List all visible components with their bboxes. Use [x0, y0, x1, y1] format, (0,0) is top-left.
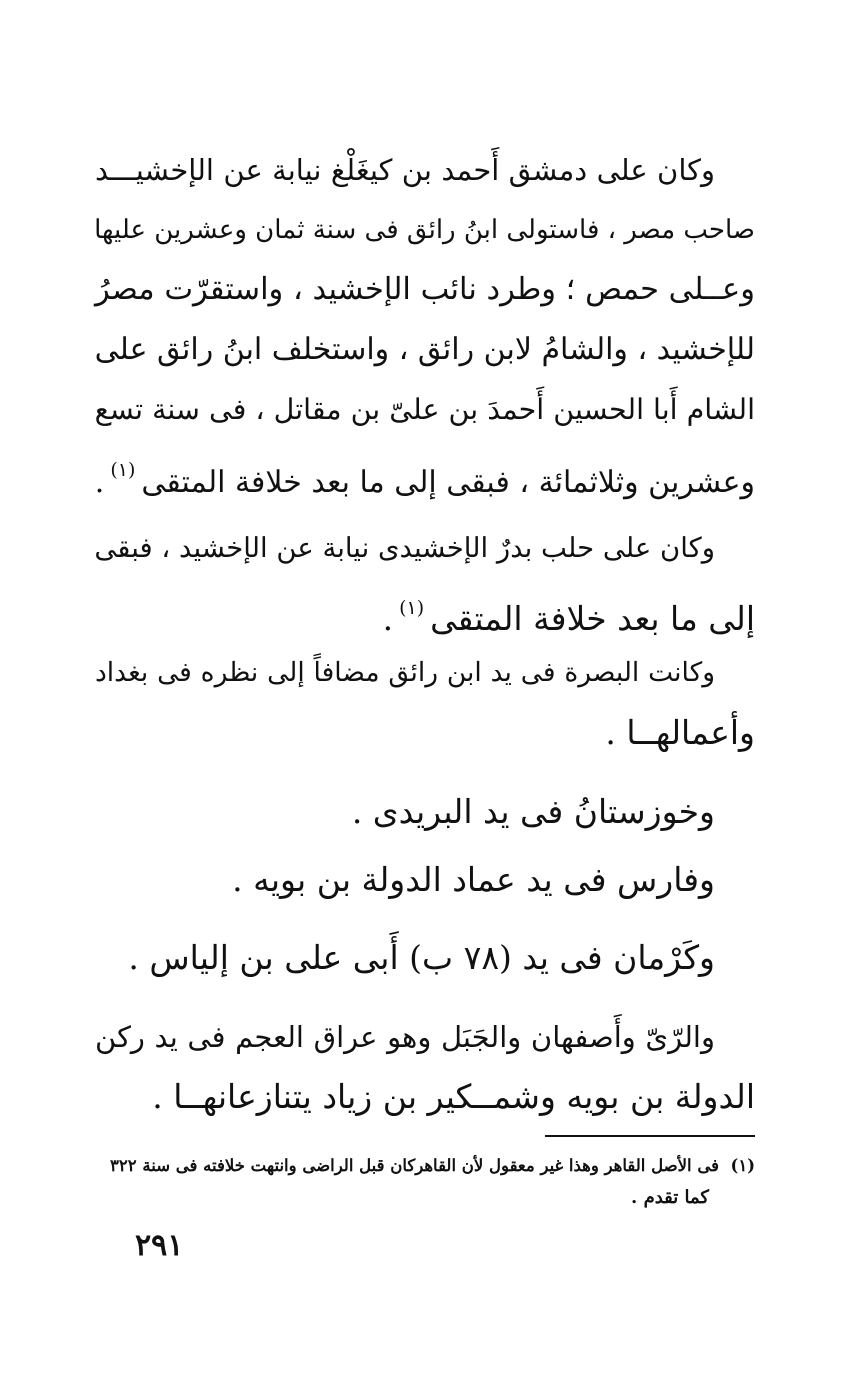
- text-line: الدولة بن بويه وشمــكير بن زياد يتنازعانهــا .: [152, 1077, 755, 1116]
- text-line: وكانت البصرة فى يد ابن رائق مضافاً إلى نظره فى بغداد: [95, 657, 715, 688]
- footnote-text: فى الأصل القاهر وهذا غير معقول لأن القاهركان قبل الراضى وانتهت خلافته فى سنة ٣٢٢: [110, 1156, 719, 1175]
- footnote-line: كما تقدم .: [631, 1187, 709, 1208]
- text-line-content: إلى ما بعد خلافة المتقى: [430, 599, 755, 638]
- sentence-end-mark: .: [94, 465, 105, 500]
- paragraph-aleppo: [95, 518, 755, 649]
- footnote-reference: (١): [110, 459, 136, 481]
- text-line-content: وعشرين وثلاثمائة ، فبقى إلى ما بعد خلافة المتقى: [141, 465, 755, 500]
- text-line: للإخشيد ، والشامُ لابن رائق ، واستخلف ابنُ رائق على: [94, 332, 755, 367]
- text-line: الشام أَبا الحسين أَحمدَ بن علىّ بن مقاتل ، فى سنة تسع: [94, 393, 755, 426]
- footnote-line: [95, 1150, 755, 1182]
- text-line: والرّىّ وأَصفهان والجَبَل وهو عراق العجم فى يد ركن: [95, 1020, 715, 1054]
- text-line: [95, 440, 755, 513]
- footnote-separator: [545, 1135, 755, 1137]
- paragraph-damascus: [95, 140, 755, 513]
- footnote-reference: (١): [399, 597, 425, 619]
- footnote: [95, 1150, 755, 1214]
- text-line: وأعمالهــا .: [605, 713, 755, 752]
- text-line: صاحب مصر ، فاستولى ابنُ رائق فى سنة ثمان وعشرين عليها: [94, 215, 755, 245]
- paragraph-khuzestan: [95, 782, 755, 842]
- paragraph-kerman: [95, 928, 755, 988]
- text-line: وعــلى حمص ؛ وطرد نائب الإخشيد ، واستقرّت مصرُ: [95, 272, 755, 307]
- paragraph-basra: [95, 643, 755, 763]
- sentence-end-mark: .: [382, 599, 394, 638]
- paragraph-fars: [95, 850, 755, 910]
- footnote-number: (١): [730, 1156, 755, 1175]
- text-line: وكَرْمان فى يد (٧٨ ب) أَبى على بن إلياس .: [128, 938, 715, 977]
- text-line: وفارس فى يد عماد الدولة بن بويه .: [232, 860, 715, 899]
- text-line: وكان على حلب بدرٌ الإخشيدى نيابة عن الإخشيد ، فبقى: [94, 532, 715, 564]
- text-line: وخوزستانُ فى يد البريدى .: [351, 792, 715, 831]
- text-line: [95, 578, 755, 649]
- text-line: وكان على دمشق أَحمد بن كيغَلْغ نيابة عن الإخشيـــد: [95, 153, 715, 187]
- paragraph-rayy: [95, 1007, 755, 1127]
- page-number: ٢٩١: [135, 1228, 184, 1263]
